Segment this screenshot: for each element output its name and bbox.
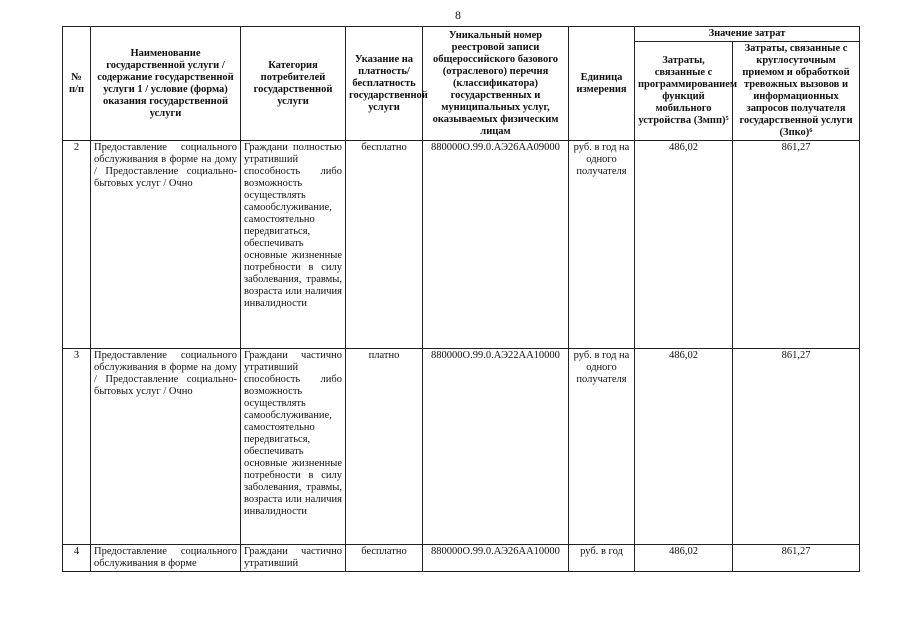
row-registry: 880000О.99.0.АЭ26АА10000 xyxy=(423,545,569,572)
header-costs-group: Значение затрат xyxy=(635,27,860,42)
row-unit: руб. в год на одного получателя xyxy=(569,349,635,545)
row-num: 4 xyxy=(63,545,91,572)
row-registry: 880000О.99.0.АЭ22АА10000 xyxy=(423,349,569,545)
row-category: Граждани полностью утративший способность либо возможность осуществлять самообслуживание, самостоятельно передвигаться, обеспечивать основные жизненные потребности в силу заболевания, травмы, возраста или наличия инвалидности xyxy=(241,141,346,349)
header-unit: Единица измерения xyxy=(569,27,635,141)
row-payment: бесплатно xyxy=(346,545,423,572)
row-cost-mobile: 486,02 xyxy=(635,141,733,349)
table-row xyxy=(63,545,860,572)
row-category: Граждани частично утративший xyxy=(241,545,346,572)
row-cost-alarm: 861,27 xyxy=(733,349,860,545)
row-service-name: Предоставление социального обслуживания в форме на дому / Предоставление социально-бытовых услуг / Очно xyxy=(91,349,241,545)
header-registry-number: Уникальный номер реестровой записи общероссийского базового (отраслевого) перечня (классификатора) государственных и муниципальных услуг, оказываемых физическим лицам xyxy=(423,27,569,141)
row-payment: платно xyxy=(346,349,423,545)
row-num: 2 xyxy=(63,141,91,349)
row-cost-alarm: 861,27 xyxy=(733,141,860,349)
row-service-name: Предоставление социального обслуживания в форме xyxy=(91,545,241,572)
row-cost-alarm: 861,27 xyxy=(733,545,860,572)
row-registry: 880000О.99.0.АЭ26АА09000 xyxy=(423,141,569,349)
row-num: 3 xyxy=(63,349,91,545)
page-number: 8 xyxy=(455,8,461,22)
header-row xyxy=(63,27,860,42)
row-category: Граждани частично утративший способность либо возможность осуществлять самообслуживание, самостоятельно передвигаться, обеспечивать основные жизненные потребности в силу заболевания, травмы, возраста или наличия инвалидности xyxy=(241,349,346,545)
cost-table xyxy=(62,26,860,572)
table-row xyxy=(63,349,860,545)
row-service-name: Предоставление социального обслуживания в форме на дому / Предоставление социально-бытовых услуг / Очно xyxy=(91,141,241,349)
row-unit: руб. в год на одного получателя xyxy=(569,141,635,349)
row-payment: бесплатно xyxy=(346,141,423,349)
header-cost-alarm: Затраты, связанные с круглосуточным приемом и обработкой тревожных вызовов и информационных запросов получателя государственной услуги (Зпко)⁶ xyxy=(733,42,860,141)
header-cost-mobile: Затраты, связанные с программированием функций мобильного устройства (Змпп)⁵ xyxy=(635,42,733,141)
header-payment: Указание на платность/ бесплатность государственной услуги xyxy=(346,27,423,141)
header-category: Категория потребителей государственной услуги xyxy=(241,27,346,141)
row-unit: руб. в год xyxy=(569,545,635,572)
row-cost-mobile: 486,02 xyxy=(635,349,733,545)
table-row xyxy=(63,141,860,349)
header-service-name: Наименование государственной услуги / содержание государственной услуги 1 / условие (форма) оказания государственной услуги xyxy=(91,27,241,141)
header-num: № п/п xyxy=(63,27,91,141)
row-cost-mobile: 486,02 xyxy=(635,545,733,572)
